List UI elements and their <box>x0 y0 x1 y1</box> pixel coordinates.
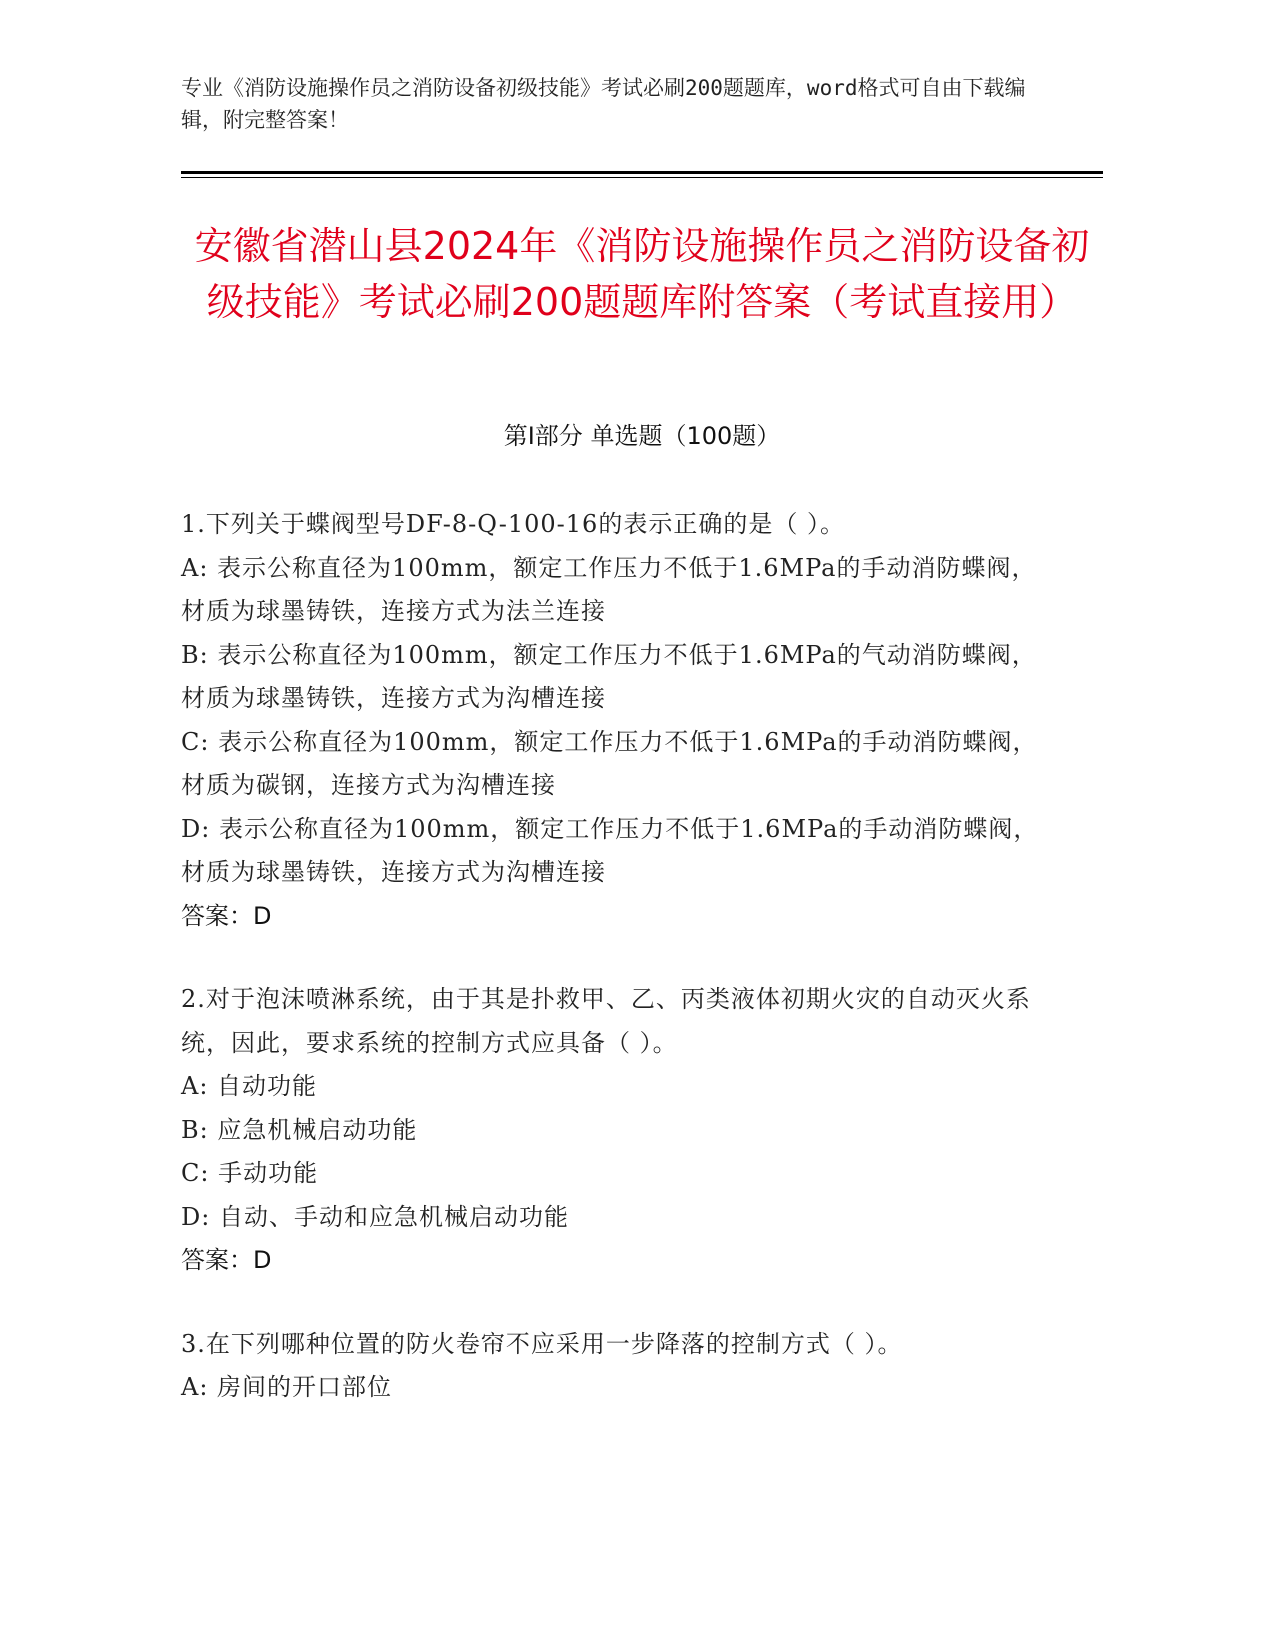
header-rule-thick <box>181 171 1103 174</box>
option-b: B: 应急机械启动功能 <box>181 1115 418 1144</box>
option-a: A: 表示公称直径为100mm，额定工作压力不低于1.6MPa的手动消防蝶阀，材质为球墨铸铁，连接方式为法兰连接 <box>181 553 1037 625</box>
question-3 <box>181 1323 1061 1410</box>
option-c: C: 表示公称直径为100mm，额定工作压力不低于1.6MPa的手动消防蝶阀，材质为碳钢，连接方式为沟槽连接 <box>181 727 1038 799</box>
answer-line: 答案：D <box>181 1246 272 1274</box>
question-stem: 2.对于泡沫喷淋系统，由于其是扑救甲、乙、丙类液体初期火灾的自动灭火系统，因此，要求系统的控制方式应具备（ ）。 <box>181 985 1031 1057</box>
option-a: A: 自动功能 <box>181 1072 318 1100</box>
option-d: D: 自动、手动和应急机械启动功能 <box>181 1202 569 1231</box>
option-a: A: 房间的开口部位 <box>181 1373 393 1401</box>
section-title: 第Ⅰ部分 单选题（100题） <box>503 422 781 450</box>
question-stem: 3.在下列哪种位置的防火卷帘不应采用一步降落的控制方式（ ）。 <box>181 1329 903 1358</box>
question-2 <box>181 978 1061 1283</box>
option-b: B: 表示公称直径为100mm，额定工作压力不低于1.6MPa的气动消防蝶阀，材质为球墨铸铁，连接方式为沟槽连接 <box>181 640 1037 712</box>
document-title: 安徽省潜山县2024年《消防设施操作员之消防设备初级技能》考试必刷200题题库附答案（考试直接用） <box>194 224 1090 324</box>
answer-line: 答案：D <box>181 901 272 930</box>
question-stem: 1.下列关于蝶阀型号DF-8-Q-100-16的表示正确的是（ ）。 <box>181 510 845 538</box>
option-d: D: 表示公称直径为100mm，额定工作压力不低于1.6MPa的手动消防蝶阀，材质为球墨铸铁，连接方式为沟槽连接 <box>181 814 1039 886</box>
option-c: C: 手动功能 <box>181 1159 319 1187</box>
question-1 <box>181 503 1061 938</box>
header-rule-thin <box>181 177 1103 178</box>
question-list <box>181 503 1061 1450</box>
header-note: 专业《消防设施操作员之消防设备初级技能》考试必刷200题题库，word格式可自由下载编辑，附完整答案！ <box>181 76 1026 132</box>
